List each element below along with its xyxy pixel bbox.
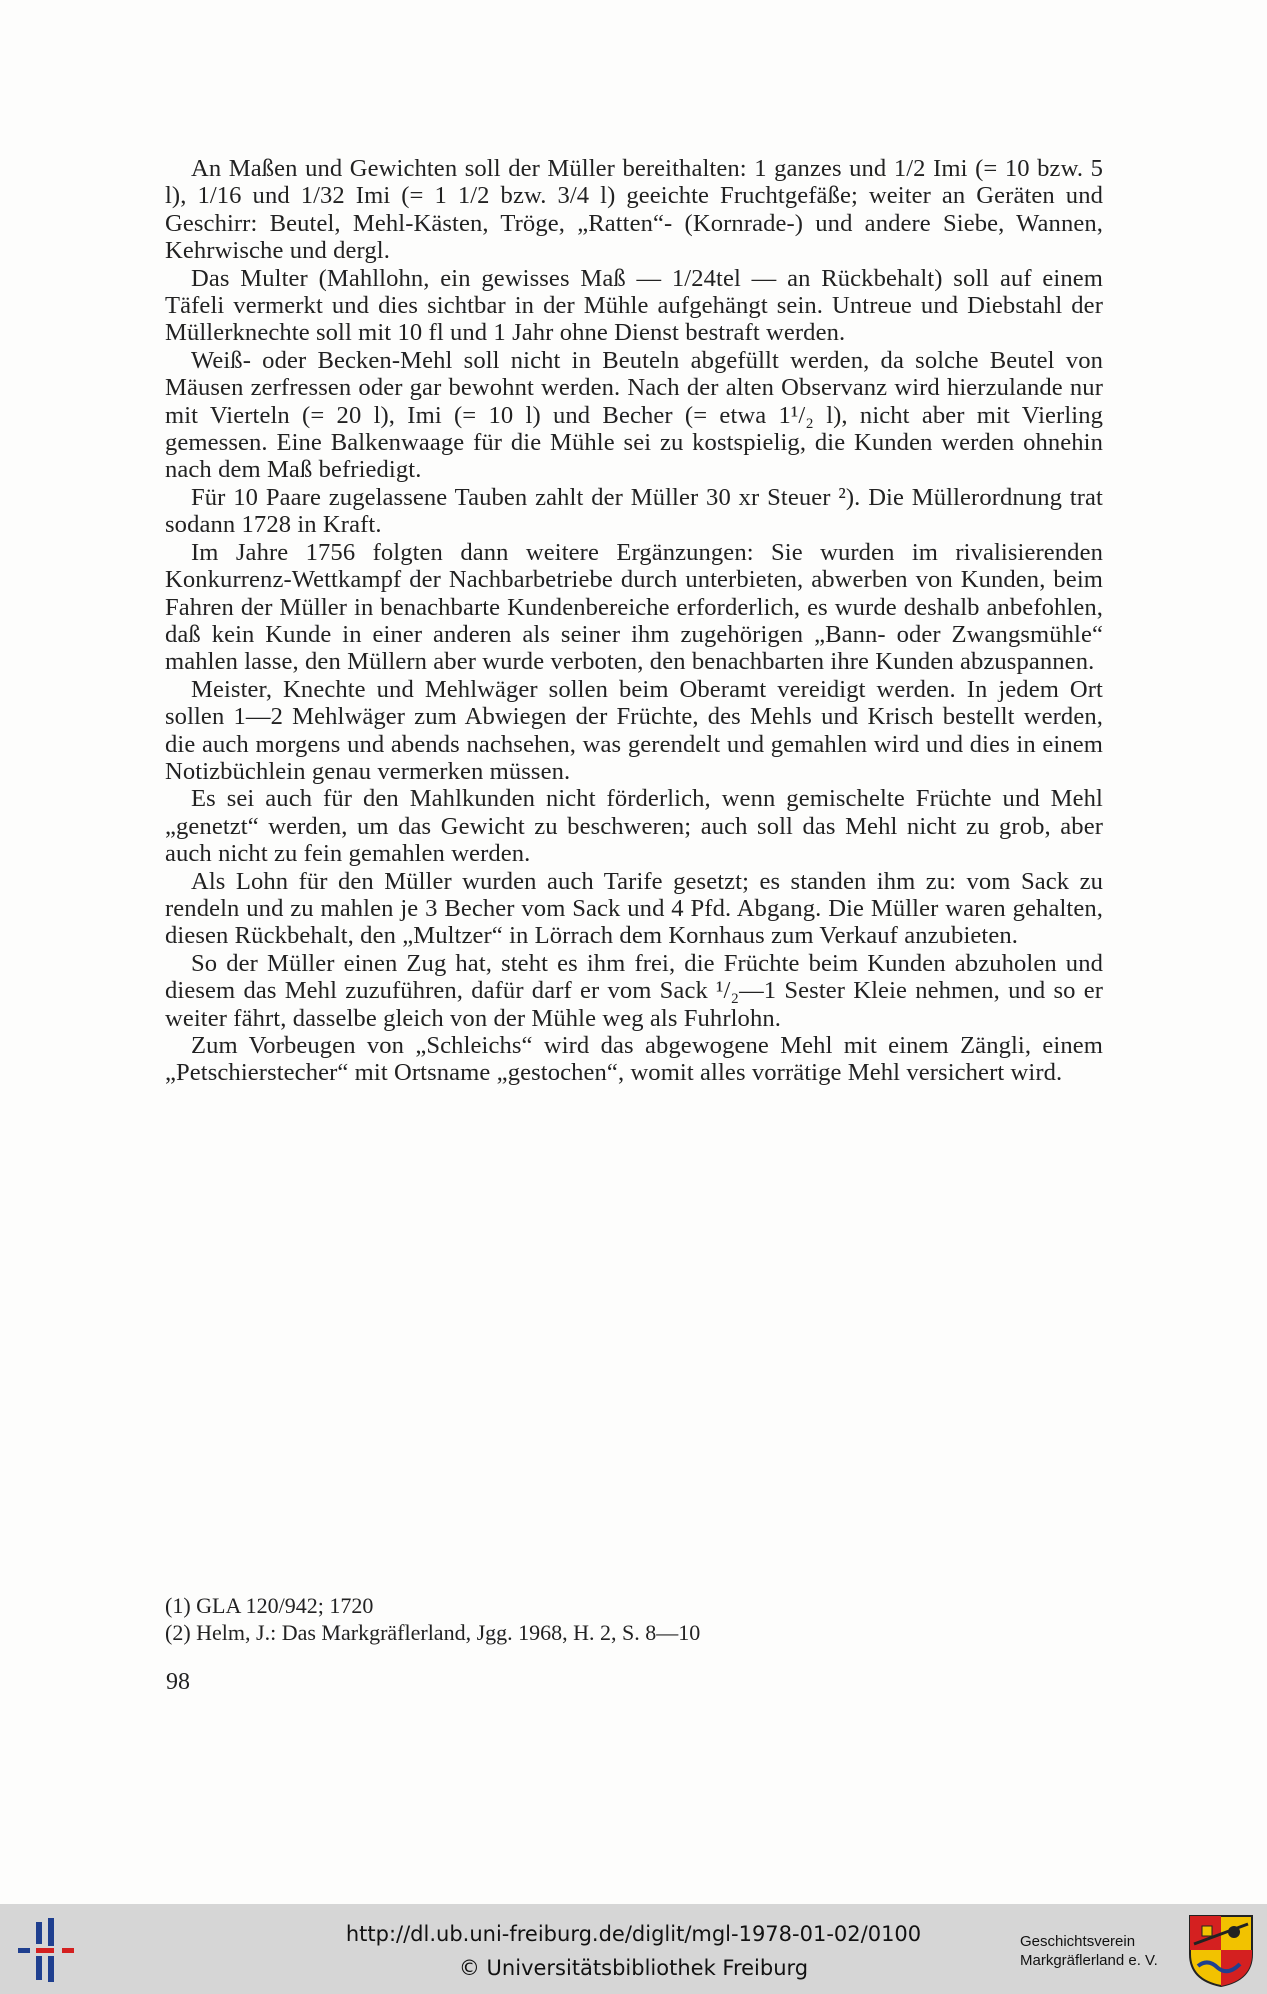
paragraph: Das Multer (Mahllohn, ein gewisses Maß — 1/24tel — an Rückbehalt) soll auf einem Täfeli vermerkt und dies sichtbar in der Mühle aufgehängt sein. Untreue und Diebstahl der Müllerknechte soll mit 10 fl und 1 Jahr ohne Dienst bestraft werden. bbox=[165, 264, 1103, 347]
paragraph: Im Jahre 1756 folgten dann weitere Ergänzungen: Sie wurden im rivalisierenden Konkurrenz-Wettkampf der Nachbarbetriebe durch unterbieten, abwerben von Kunden, beim Fahren der Müller in benachbarte Kundenbereiche erforderlich, es wurde deshalb anbefohlen, daß kein Kunde in einer anderen als seiner ihm zugehörigen „Bann- oder Zwangsmühle“ mahlen lasse, den Müllern aber wurde verboten, den benachbarten ihre Kunden abzuspannen. bbox=[165, 538, 1103, 676]
verein-name-line-2: Markgräflerland e. V. bbox=[1020, 1952, 1158, 1969]
body-text bbox=[165, 155, 1103, 1087]
paragraph: Meister, Knechte und Mehlwäger sollen beim Oberamt vereidigt werden. In jedem Ort sollen 1—2 Mehlwäger zum Abwiegen der Früchte, des Mehls und Krisch bestellt werden, die auch morgens und abends nachsehen, was gerendelt und gemahlen wird und dies in einem Notizbüchlein genau vermerken müssen. bbox=[165, 675, 1103, 785]
footer-url-link[interactable]: http://dl.ub.uni-freiburg.de/diglit/mgl-1978-01-02/0100 bbox=[345, 1922, 922, 1946]
footnote-2: (2) Helm, J.: Das Markgräflerland, Jgg. 1968, H. 2, S. 8—10 bbox=[165, 1620, 701, 1645]
footnote-1: (1) GLA 120/942; 1720 bbox=[165, 1593, 374, 1618]
paragraph: Für 10 Paare zugelassene Tauben zahlt der Müller 30 xr Steuer ²). Die Müllerordnung trat sodann 1728 in Kraft. bbox=[165, 483, 1103, 539]
paragraph: Weiß- oder Becken-Mehl soll nicht in Beuteln abgefüllt werden, da solche Beutel von Mäusen zerfressen oder gar bewohnt werden. Nach der alten Observanz wird hierzulande nur mit Vierteln (= 20 l), Imi (= 10 l) und Becher (= etwa 1¹/₂ l), nicht aber mit Vierling gemessen. Eine Balkenwaage für die Mühle sei zu kostspielig, die Kunden werden ohnehin nach dem Maß befriedigt. bbox=[165, 346, 1103, 484]
verein-name-line-1: Geschichtsverein bbox=[1020, 1933, 1136, 1950]
page-number: 98 bbox=[166, 1669, 190, 1695]
paragraph: An Maßen und Gewichten soll der Müller bereithalten: 1 ganzes und 1/2 Imi (= 10 bzw. 5 l), 1/16 und 1/32 Imi (= 1 1/2 bzw. 3/4 l) geeichte Fruchtgefäße; weiter an Geräten und Geschirr: Beutel, Mehl-Kästen, Tröge, „Ratten“- (Kornrade-) und andere Siebe, Wannen, Kehrwische und dergl. bbox=[165, 155, 1103, 265]
paragraph: Als Lohn für den Müller wurden auch Tarife gesetzt; es standen ihm zu: vom Sack zu rendeln und zu mahlen je 3 Becher vom Sack und 4 Pfd. Abgang. Die Müller waren gehalten, diesen Rückbehalt, den „Multzer“ in Lörrach dem Kornhaus zum Verkauf anzubieten. bbox=[165, 867, 1103, 950]
footer-bar bbox=[0, 1904, 1267, 1994]
paragraph: Es sei auch für den Mahlkunden nicht förderlich, wenn gemischelte Früchte und Mehl „genetzt“ werden, um das Gewicht zu beschweren; auch soll das Mehl nicht zu grob, aber auch nicht zu fein gemahlen werden. bbox=[165, 785, 1103, 868]
footnotes bbox=[165, 1592, 1065, 1646]
paragraph: So der Müller einen Zug hat, steht es ihm frei, die Früchte beim Kunden abzuholen und diesem das Mehl zuzuführen, dafür darf er vom Sack ¹/₂—1 Sester Kleie nehmen, und so er weiter fährt, dasselbe gleich von der Mühle weg als Fuhrlohn. bbox=[165, 949, 1103, 1032]
paragraph: Zum Vorbeugen von „Schleichs“ wird das abgewogene Mehl mit einem Zängli, einem „Petschierstecher“ mit Ortsname „gestochen“, womit alles vorrätige Mehl versichert wird. bbox=[165, 1032, 1103, 1087]
footer-copyright: © Universitätsbibliothek Freiburg bbox=[458, 1956, 809, 1980]
coat-of-arms-icon bbox=[1188, 1914, 1254, 1988]
verein-name bbox=[1020, 1932, 1158, 1970]
